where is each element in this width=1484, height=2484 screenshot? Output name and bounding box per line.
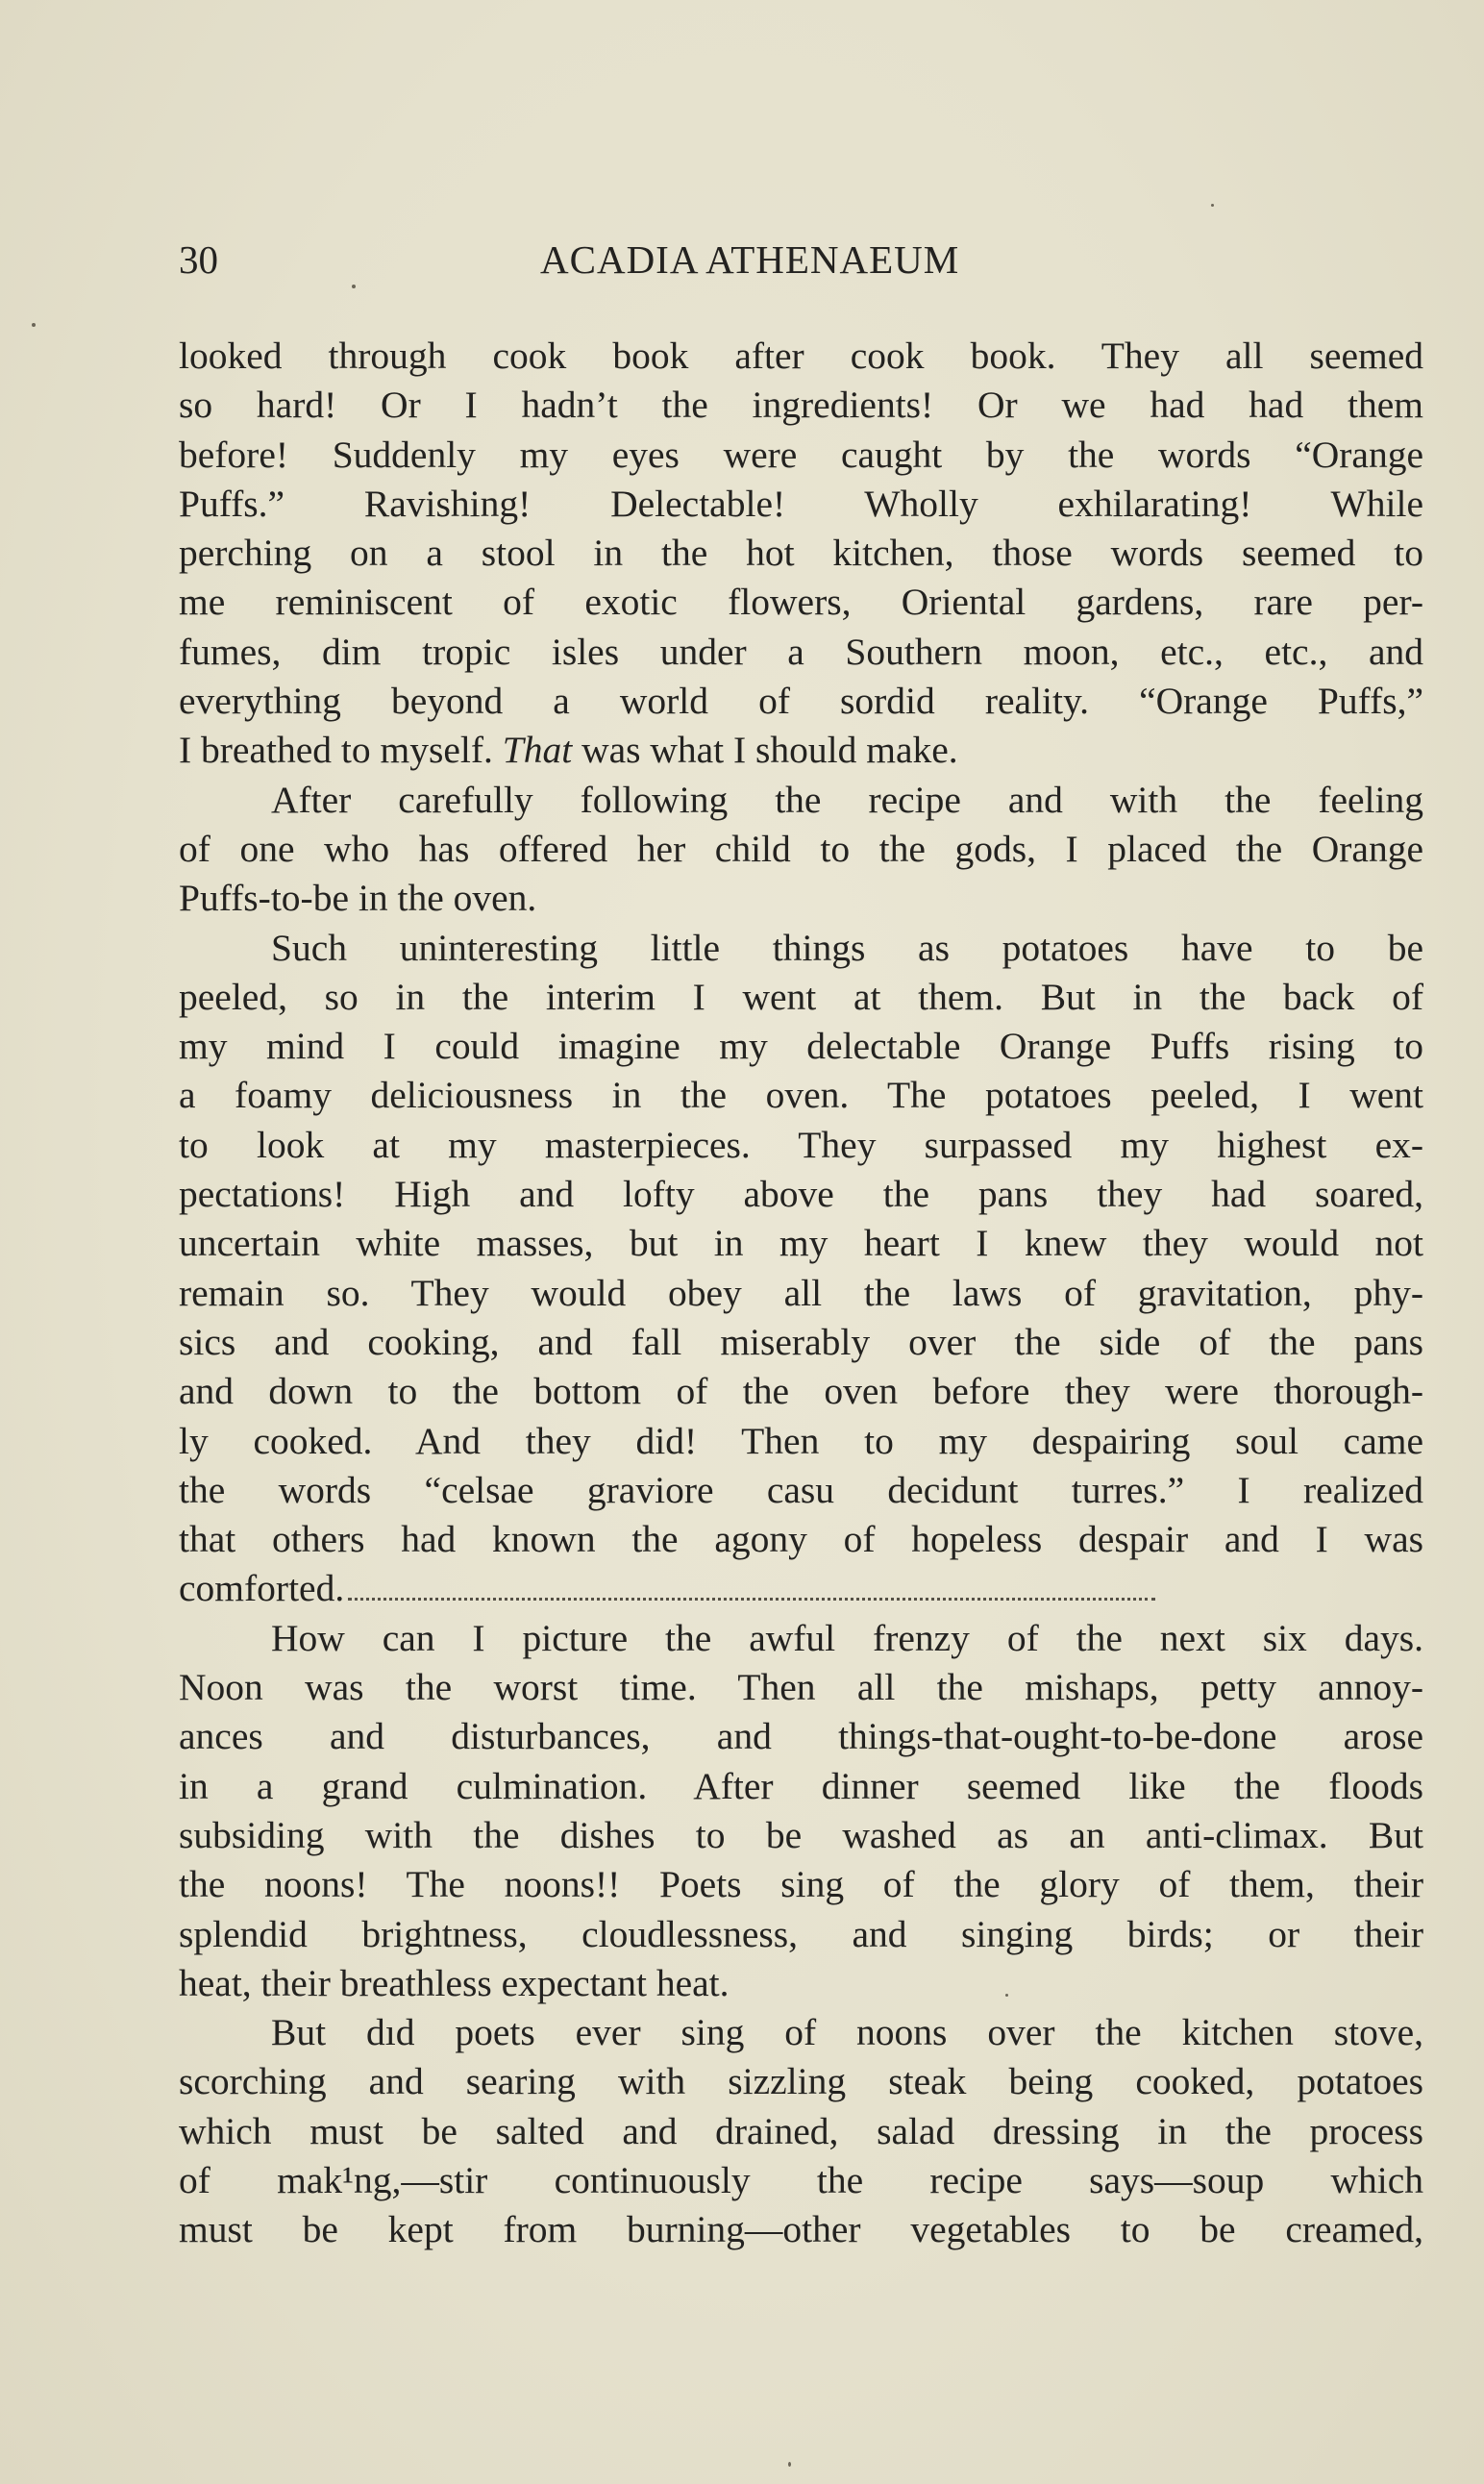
text-segment: me reminiscent of exotic flowers, Oriental gardens, rare per- [179, 581, 1423, 624]
text-line [179, 2008, 1423, 2057]
paper-speck [352, 285, 356, 288]
text-line [179, 578, 1423, 627]
text-line [179, 628, 1423, 677]
running-title: ACADIA ATHENAEUM [540, 237, 960, 282]
text-line [179, 1219, 1423, 1268]
text-line [179, 1269, 1423, 1318]
text-segment: I breathed to myself. [179, 729, 503, 772]
text-segment: How can I picture the awful frenzy of the next six days. [271, 1616, 1423, 1659]
text-segment: that others had known the agony of hopeless despair and I was [179, 1518, 1423, 1561]
text-line [179, 1811, 1423, 1860]
text-line [179, 1466, 1423, 1515]
text-line [179, 1860, 1423, 1909]
text-segment: in a grand culmination. After dinner seemed like the floods [179, 1764, 1423, 1807]
dotted-leader [348, 1588, 1155, 1601]
text-segment: fumes, dim tropic isles under a Southern moon, etc., etc., and [179, 630, 1423, 673]
text-segment: Such uninteresting little things as potatoes have to be [271, 926, 1423, 969]
text-line [179, 1663, 1423, 1712]
text-line [179, 2107, 1423, 2156]
body-text [179, 332, 1423, 2255]
text-line [179, 726, 1423, 775]
text-line [179, 480, 1423, 529]
text-segment: my mind I could imagine my delectable Orange Puffs rising to [179, 1025, 1423, 1068]
text-segment: Puffs-to-be in the oven. [179, 877, 537, 920]
text-segment: scorching and searing with sizzling steak being cooked, potatoes [179, 2060, 1423, 2103]
text-segment: ances and disturbances, and things-that-ought-to-be-done arose [179, 1715, 1423, 1758]
text-line [179, 1367, 1423, 1416]
text-line [179, 1910, 1423, 1959]
text-segment: sics and cooking, and fall miserably over the side of the pans [179, 1320, 1423, 1363]
paper-speck [32, 323, 36, 327]
text-line [179, 973, 1423, 1022]
text-segment: the noons! The noons!! Poets sing of the glory of them, their [179, 1863, 1423, 1906]
text-segment: of mak¹ng,—stir continuously the recipe says—soup which [179, 2158, 1423, 2201]
text-line [179, 2205, 1423, 2254]
text-segment: comforted. [179, 1567, 345, 1610]
text-segment: everything beyond a world of sordid reality. “Orange Puffs,” [179, 680, 1423, 723]
text-segment: uncertain white masses, but in my heart I knew they would not [179, 1222, 1423, 1265]
text-line [179, 1121, 1423, 1170]
page-number: 30 [179, 237, 218, 282]
text-segment: Puffs.” Ravishing! Delectable! Wholly exhilarating! While [179, 482, 1423, 525]
running-header [179, 231, 1419, 288]
text-line [179, 874, 1423, 923]
text-line [179, 1564, 1423, 1613]
paper-speck [1211, 204, 1214, 207]
text-segment: to look at my masterpieces. They surpassed my highest ex- [179, 1123, 1423, 1166]
text-line [179, 1712, 1423, 1761]
paper-speck [788, 2462, 791, 2467]
text-line [179, 381, 1423, 430]
text-segment: before! Suddenly my eyes were caught by the words “Orange [179, 433, 1423, 476]
paper-speck [1005, 1994, 1008, 1997]
text-line [179, 332, 1423, 381]
italic-word: That [502, 729, 573, 772]
text-line [179, 1762, 1423, 1811]
text-line [179, 776, 1423, 825]
text-line [179, 1614, 1423, 1663]
text-segment: was what I should make. [572, 729, 958, 772]
text-line [179, 2156, 1423, 2205]
text-segment: perching on a stool in the hot kitchen, those words seemed to [179, 532, 1423, 575]
text-line [179, 2057, 1423, 2106]
text-segment: a foamy deliciousness in the oven. The potatoes peeled, I went [179, 1074, 1423, 1117]
text-line [179, 1318, 1423, 1367]
text-line [179, 1959, 1423, 2008]
text-segment: so hard! Or I hadn’t the ingredients! Or we had had them [179, 384, 1423, 427]
text-segment: splendid brightness, cloudlessness, and singing birds; or their [179, 1912, 1423, 1955]
text-segment: After carefully following the recipe and with the feeling [271, 778, 1423, 821]
text-line [179, 825, 1423, 874]
text-segment: and down to the bottom of the oven before they were thorough- [179, 1370, 1423, 1413]
text-segment: which must be salted and drained, salad dressing in the process [179, 2109, 1423, 2152]
text-segment: pectations! High and lofty above the pans they had soared, [179, 1173, 1423, 1216]
text-line [179, 529, 1423, 578]
text-line [179, 1170, 1423, 1219]
text-line [179, 1417, 1423, 1466]
text-segment: subsiding with the dishes to be washed as an anti-climax. But [179, 1813, 1423, 1856]
text-line [179, 677, 1423, 726]
text-segment: of one who has offered her child to the gods, I placed the Orange [179, 827, 1423, 870]
text-line [179, 1515, 1423, 1564]
text-line [179, 1071, 1423, 1120]
text-segment: remain so. They would obey all the laws of gravitation, phy- [179, 1271, 1423, 1314]
text-line [179, 924, 1423, 973]
text-line [179, 431, 1423, 480]
text-segment: peeled, so in the interim I went at them. But in the back of [179, 975, 1423, 1018]
text-segment: Noon was the worst time. Then all the mishaps, petty annoy- [179, 1666, 1423, 1709]
text-segment: looked through cook book after cook book. They all seemed [179, 335, 1423, 377]
text-line [179, 1022, 1423, 1071]
text-segment: ly cooked. And they did! Then to my despairing soul came [179, 1419, 1423, 1462]
text-segment: But dıd poets ever sing of noons over the kitchen stove, [271, 2011, 1423, 2054]
text-segment: heat, their breathless expectant heat. [179, 1961, 730, 2004]
text-segment: must be kept from burning—other vegetables to be creamed, [179, 2208, 1423, 2251]
text-segment: the words “celsae graviore casu decidunt turres.” I realized [179, 1468, 1423, 1511]
